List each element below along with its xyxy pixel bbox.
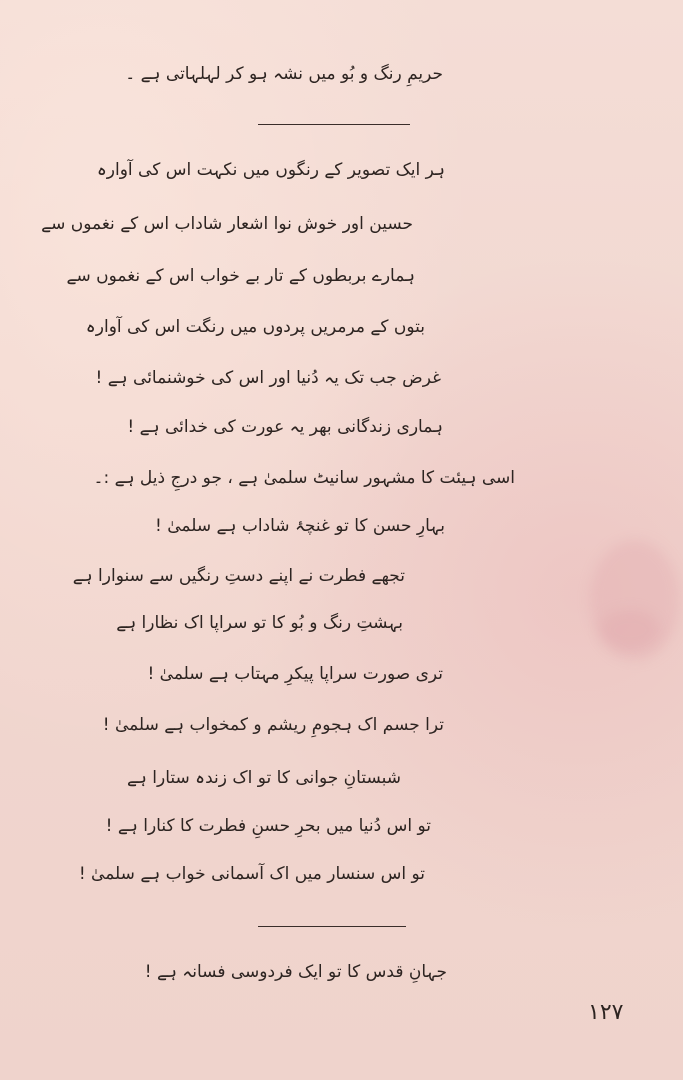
verse-line: ہر ایک تصویر کے رنگوں میں نکہت اس کی آوارہ: [96, 160, 445, 180]
section-divider: [258, 926, 406, 927]
intro-line: اسی ہیئت کا مشہور سانیٹ سلمیٰ ہے ، جو درجِ ذیل ہے :۔: [93, 468, 515, 488]
bottom-verse-line: جہانِ قدس کا تو ایک فردوسی فسانہ ہے !: [144, 962, 447, 982]
sonnet-line: تو اس سنسار میں اک آسمانی خواب ہے سلمیٰ !: [78, 864, 425, 884]
sonnet-line: بہشتِ رنگ و بُو کا تو سراپا اک نظارا ہے: [116, 613, 403, 633]
sonnet-line: تو اس دُنیا میں بحرِ حسنِ فطرت کا کنارا ہے !: [105, 816, 431, 836]
section-divider: [258, 124, 410, 125]
sonnet-line: شبستانِ جوانی کا تو اک زندہ ستارا ہے: [126, 768, 401, 788]
sonnet-line: تجھے فطرت نے اپنے دستِ رنگیں سے سنوارا ہے: [72, 566, 405, 586]
paper-stain: [600, 610, 660, 650]
verse-line: بتوں کے مرمریں پردوں میں رنگت اس کی آوارہ: [85, 317, 425, 337]
verse-line: ہمارے بربطوں کے تار بے خواب اس کے نغموں سے: [66, 266, 415, 286]
verse-line: حسین اور خوش نوا اشعار شاداب اس کے نغموں سے: [41, 214, 413, 234]
sonnet-line: بہارِ حسن کا تو غنچۂ شاداب ہے سلمیٰ !: [155, 516, 445, 536]
verse-line: غرض جب تک یہ دُنیا اور اس کی خوشنمائی ہے !: [95, 368, 441, 388]
sonnet-line: تری صورت سراپا پیکرِ مہتاب ہے سلمیٰ !: [147, 664, 443, 684]
sonnet-line: ترا جسم اک ہجومِ ریشم و کمخواب ہے سلمیٰ !: [102, 715, 444, 735]
verse-line: ہماری زندگانی بھر یہ عورت کی خدائی ہے !: [127, 417, 443, 437]
page-number: ۱۲۷: [588, 1000, 624, 1025]
top-verse-line: حریمِ رنگ و بُو میں نشہ ہو کر لہلہاتی ہے ۔: [125, 64, 443, 84]
